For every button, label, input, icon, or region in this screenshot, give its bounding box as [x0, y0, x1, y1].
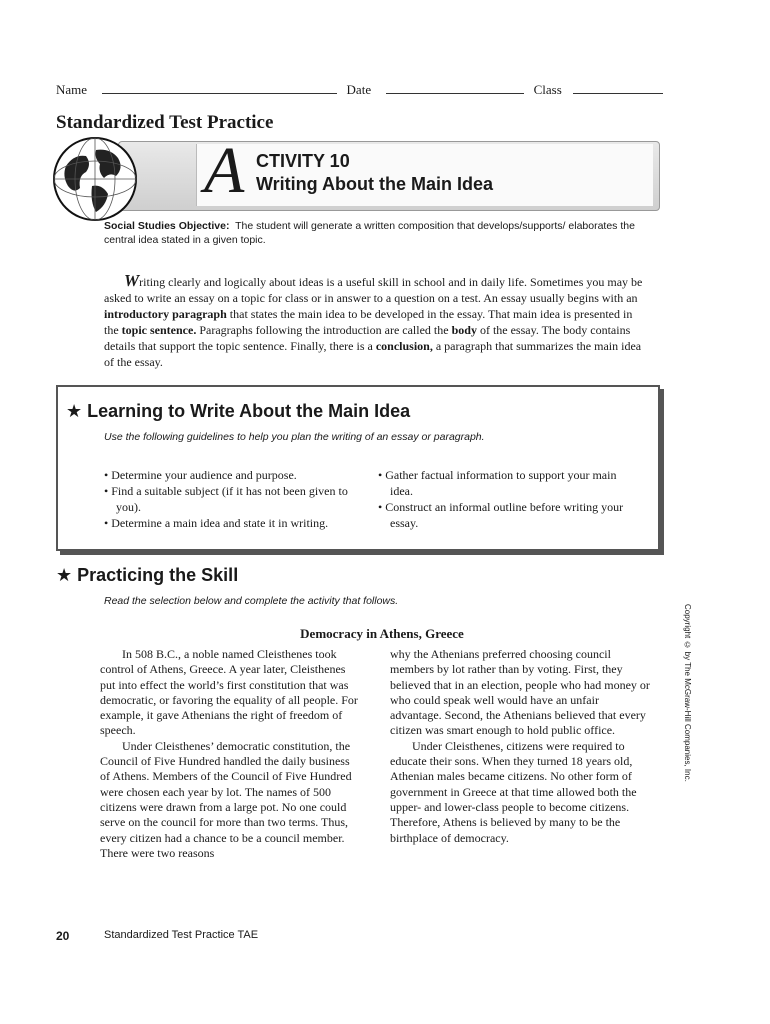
reading-column-right: [390, 647, 652, 846]
practice-subtitle: Read the selection below and complete the activity that follows.: [104, 595, 399, 607]
intro-dropcap: W: [124, 271, 140, 290]
globe-icon: [52, 136, 138, 222]
intro-text: Paragraphs following the introduction are called the: [196, 323, 452, 337]
intro-bold: topic sentence.: [121, 323, 197, 337]
intro-bold: conclusion,: [375, 339, 433, 353]
class-field[interactable]: [573, 83, 663, 94]
activity-title: Writing About the Main Idea: [256, 174, 493, 194]
bullet-list-left: [104, 467, 364, 531]
reading-paragraph: In 508 B.C., a noble named Cleisthenes took control of Athens, Greece. A year later, Cleisthenes put into effect the world’s first constitution that was democratic, or favoring the equality of all people. For example, it gave Athenians the right of freedom of speech.: [100, 647, 358, 738]
objective-label: Social Studies Objective:: [104, 220, 230, 232]
reading-title: Democracy in Athens, Greece: [300, 626, 464, 641]
intro-text: of the essay. The body contains details that support the topic sentence. Finally, there is a: [104, 323, 631, 353]
list-item: • Construct an informal outline before writing your essay.: [378, 500, 624, 530]
name-field[interactable]: [102, 83, 337, 94]
reading-paragraph: why the Athenians preferred choosing council members by lot rather than by voting. First, they believed that in an election, people who had money or who could speak well would have an unfair advantage. Second, the Athenians believed that every citizen was smart enough to hold public office.: [390, 647, 650, 738]
activity-dropcap: A: [204, 134, 245, 207]
practice-heading: ★ Practicing the Skill: [56, 565, 239, 585]
class-label: Class: [533, 82, 562, 97]
intro-bold: body: [451, 323, 477, 337]
header-row: [56, 82, 656, 98]
reading-column-left: [100, 647, 362, 861]
intro-bold: introductory paragraph: [104, 307, 227, 321]
list-item: • Gather factual information to support your main idea.: [378, 468, 617, 498]
reading-paragraph: Under Cleisthenes, citizens were required to educate their sons. When they turned 18 years old, Athenian males became citizens. No other form of government in Greece at that time allowed both the upper- and lower-class people to become citizens. Therefore, Athens is believed by many to be the birthplace of democracy.: [390, 738, 637, 845]
date-label: Date: [346, 82, 372, 97]
footer-text: Standardized Test Practice TAE: [104, 929, 259, 941]
name-label: Name: [56, 82, 88, 97]
objective-text: The student will generate a written composition that develops/supports/ elaborates the central idea stated in a given topic.: [104, 220, 635, 246]
objective: [104, 219, 644, 247]
list-item: • Determine your audience and purpose.: [104, 468, 297, 482]
copyright-notice: Copyright © by The McGraw-Hill Companies, Inc.: [683, 604, 692, 782]
list-item: • Determine a main idea and state it in writing.: [104, 516, 329, 530]
intro-text: riting clearly and logically about ideas is a useful skill in school and in daily life. Sometimes you may be asked to write an essay on a topic for class or in answer to a question on a test. An essay usually begins with an: [104, 275, 643, 305]
activity-number: CTIVITY 10: [256, 151, 350, 171]
reading-paragraph: Under Cleisthenes’ democratic constitution, the Council of Five Hundred handled the daily business of Athens. Members of the Council of Five Hundred were chosen each year by lot. The names of 500 citizens were drawn from a large pot. No one could serve on the council for more than two terms. Thus, every citizen had a chance to be a council member. There were two reasons: [100, 738, 352, 860]
bullet-list-right: [378, 467, 638, 531]
learning-heading: ★ Learning to Write About the Main Idea: [66, 401, 411, 421]
learning-subtitle: Use the following guidelines to help you plan the writing of an essay or paragraph.: [104, 431, 485, 443]
intro-text: a paragraph that summarizes the main idea of the essay.: [104, 339, 642, 369]
list-item: • Find a suitable subject (if it has not been given to you).: [104, 484, 348, 514]
intro-paragraph: [104, 273, 644, 370]
date-field[interactable]: [386, 83, 524, 94]
page-number: 20: [56, 929, 70, 943]
page-title: Standardized Test Practice: [56, 112, 274, 133]
intro-text: that states the main idea to be developed in the essay. That main idea is presented in the: [104, 307, 633, 337]
